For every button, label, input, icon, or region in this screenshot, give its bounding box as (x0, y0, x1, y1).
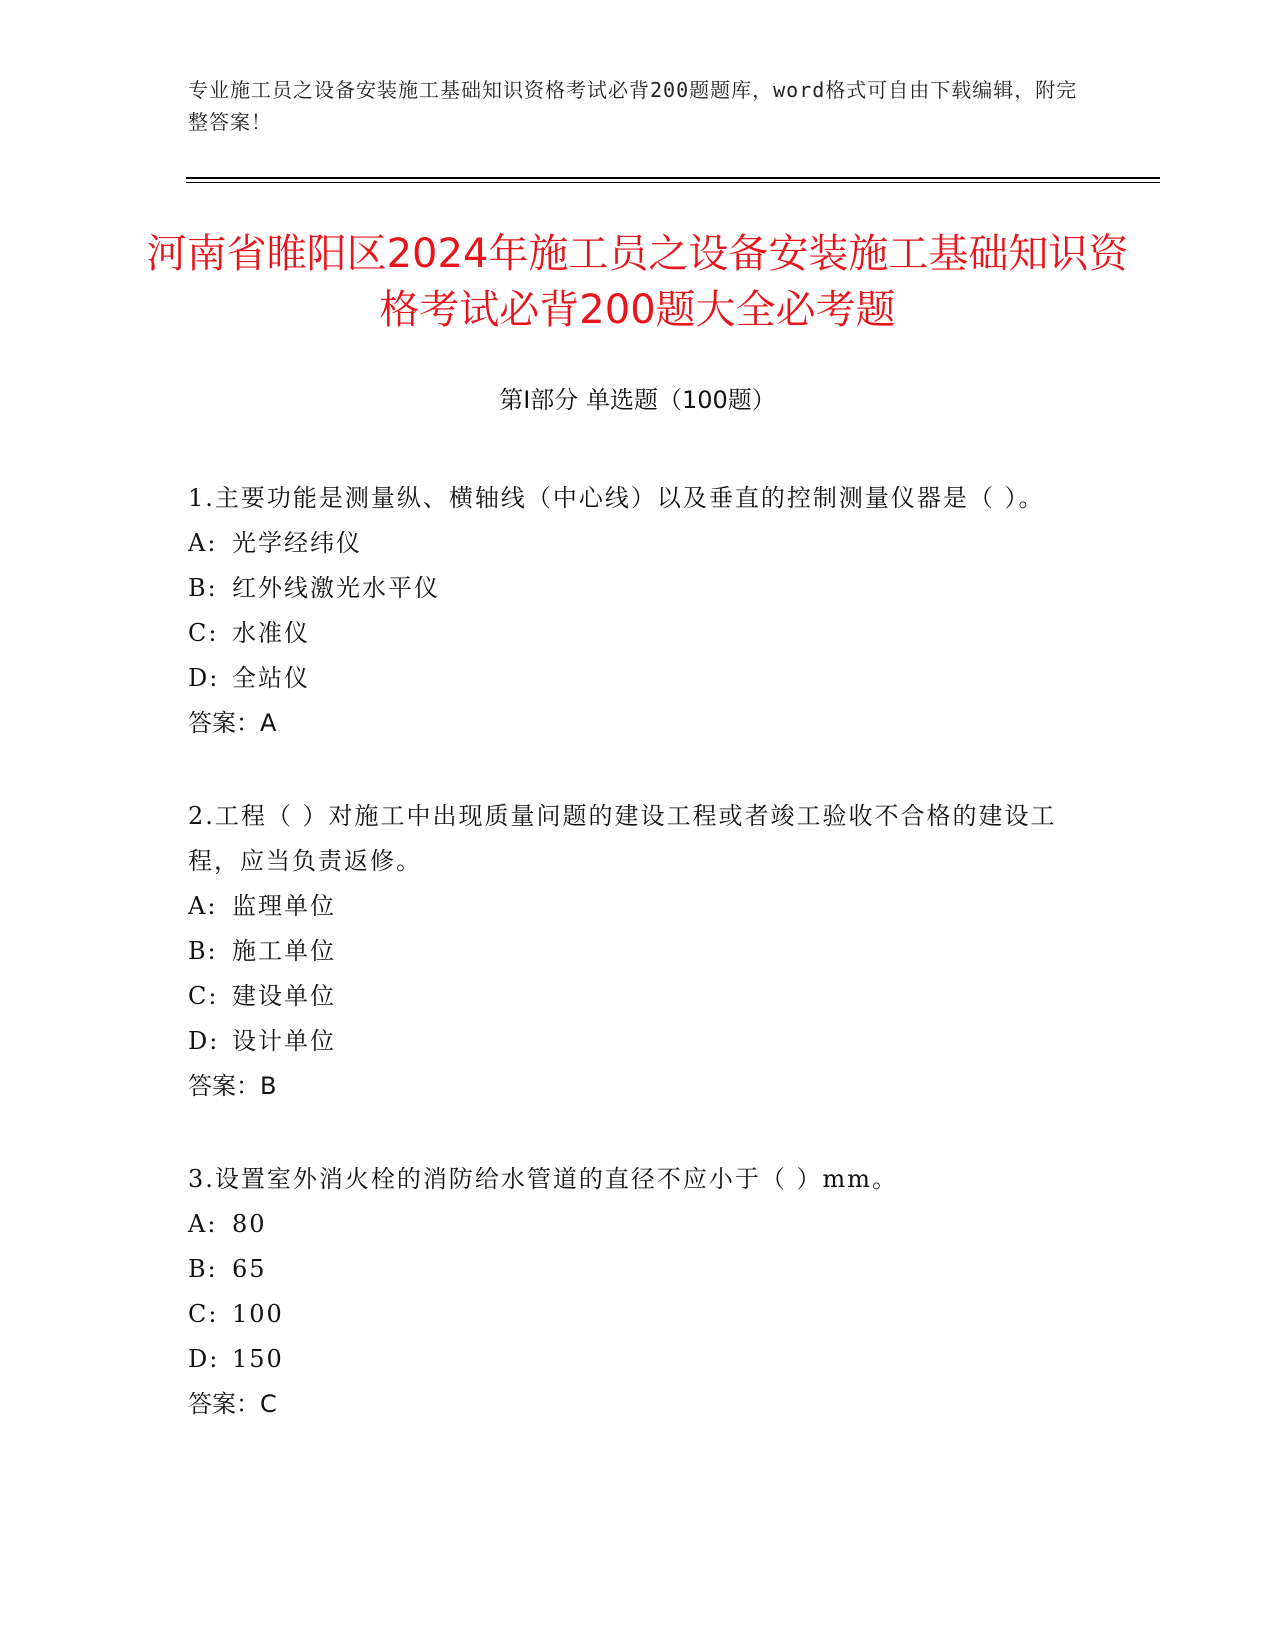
header-note: 专业施工员之设备安装施工基础知识资格考试必背200题题库，word格式可自由下载编辑，附完整答案！ (188, 78, 1078, 134)
question-2 (188, 794, 1088, 1109)
option-key: A: (188, 529, 218, 557)
answer-line: 答案：B (188, 1072, 277, 1100)
answer-line: 答案：A (188, 709, 277, 737)
option-text: 65 (232, 1255, 267, 1283)
option-c (188, 1292, 1088, 1337)
question-1 (188, 476, 1088, 746)
question-stem: 2.工程（ ）对施工中出现质量问题的建设工程或者竣工验收不合格的建设工程，应当负责返修。 (188, 802, 1057, 875)
option-text: 150 (232, 1345, 284, 1373)
option-b (188, 929, 1088, 974)
option-key: C: (188, 619, 219, 647)
option-text: 施工单位 (232, 937, 336, 965)
option-key: D: (188, 1027, 220, 1055)
option-text: 设计单位 (232, 1027, 336, 1055)
option-key: B: (188, 937, 218, 965)
section-title: 第Ⅰ部分 单选题（100题） (499, 386, 776, 414)
option-a (188, 1202, 1088, 1247)
option-text: 100 (232, 1300, 284, 1328)
option-text: 水准仪 (232, 619, 310, 647)
option-text: 建设单位 (232, 982, 336, 1010)
header-divider-thin (186, 182, 1160, 183)
option-text: 监理单位 (232, 892, 336, 920)
option-b (188, 1247, 1088, 1292)
question-stem: 1.主要功能是测量纵、横轴线（中心线）以及垂直的控制测量仪器是（ ）。 (188, 484, 1045, 512)
option-key: C: (188, 982, 219, 1010)
answer-line: 答案：C (188, 1390, 277, 1418)
option-a (188, 521, 1088, 566)
option-d (188, 1019, 1088, 1064)
header-divider-thick (186, 177, 1160, 179)
document-title: 河南省睢阳区2024年施工员之设备安装施工基础知识资格考试必背200题大全必考题 (146, 231, 1129, 333)
option-key: D: (188, 1345, 220, 1373)
option-b (188, 566, 1088, 611)
option-a (188, 884, 1088, 929)
option-c (188, 974, 1088, 1019)
option-d (188, 1337, 1088, 1382)
option-key: A: (188, 892, 218, 920)
question-list (188, 476, 1088, 1475)
option-text: 全站仪 (232, 664, 310, 692)
option-key: A: (188, 1210, 218, 1238)
option-d (188, 656, 1088, 701)
question-stem: 3.设置室外消火栓的消防给水管道的直径不应小于（ ）mm。 (188, 1165, 899, 1193)
option-text: 80 (232, 1210, 267, 1238)
question-3 (188, 1157, 1088, 1427)
option-text: 红外线激光水平仪 (232, 574, 440, 602)
option-key: B: (188, 574, 218, 602)
option-text: 光学经纬仪 (232, 529, 362, 557)
option-c (188, 611, 1088, 656)
option-key: C: (188, 1300, 219, 1328)
option-key: D: (188, 664, 220, 692)
option-key: B: (188, 1255, 218, 1283)
